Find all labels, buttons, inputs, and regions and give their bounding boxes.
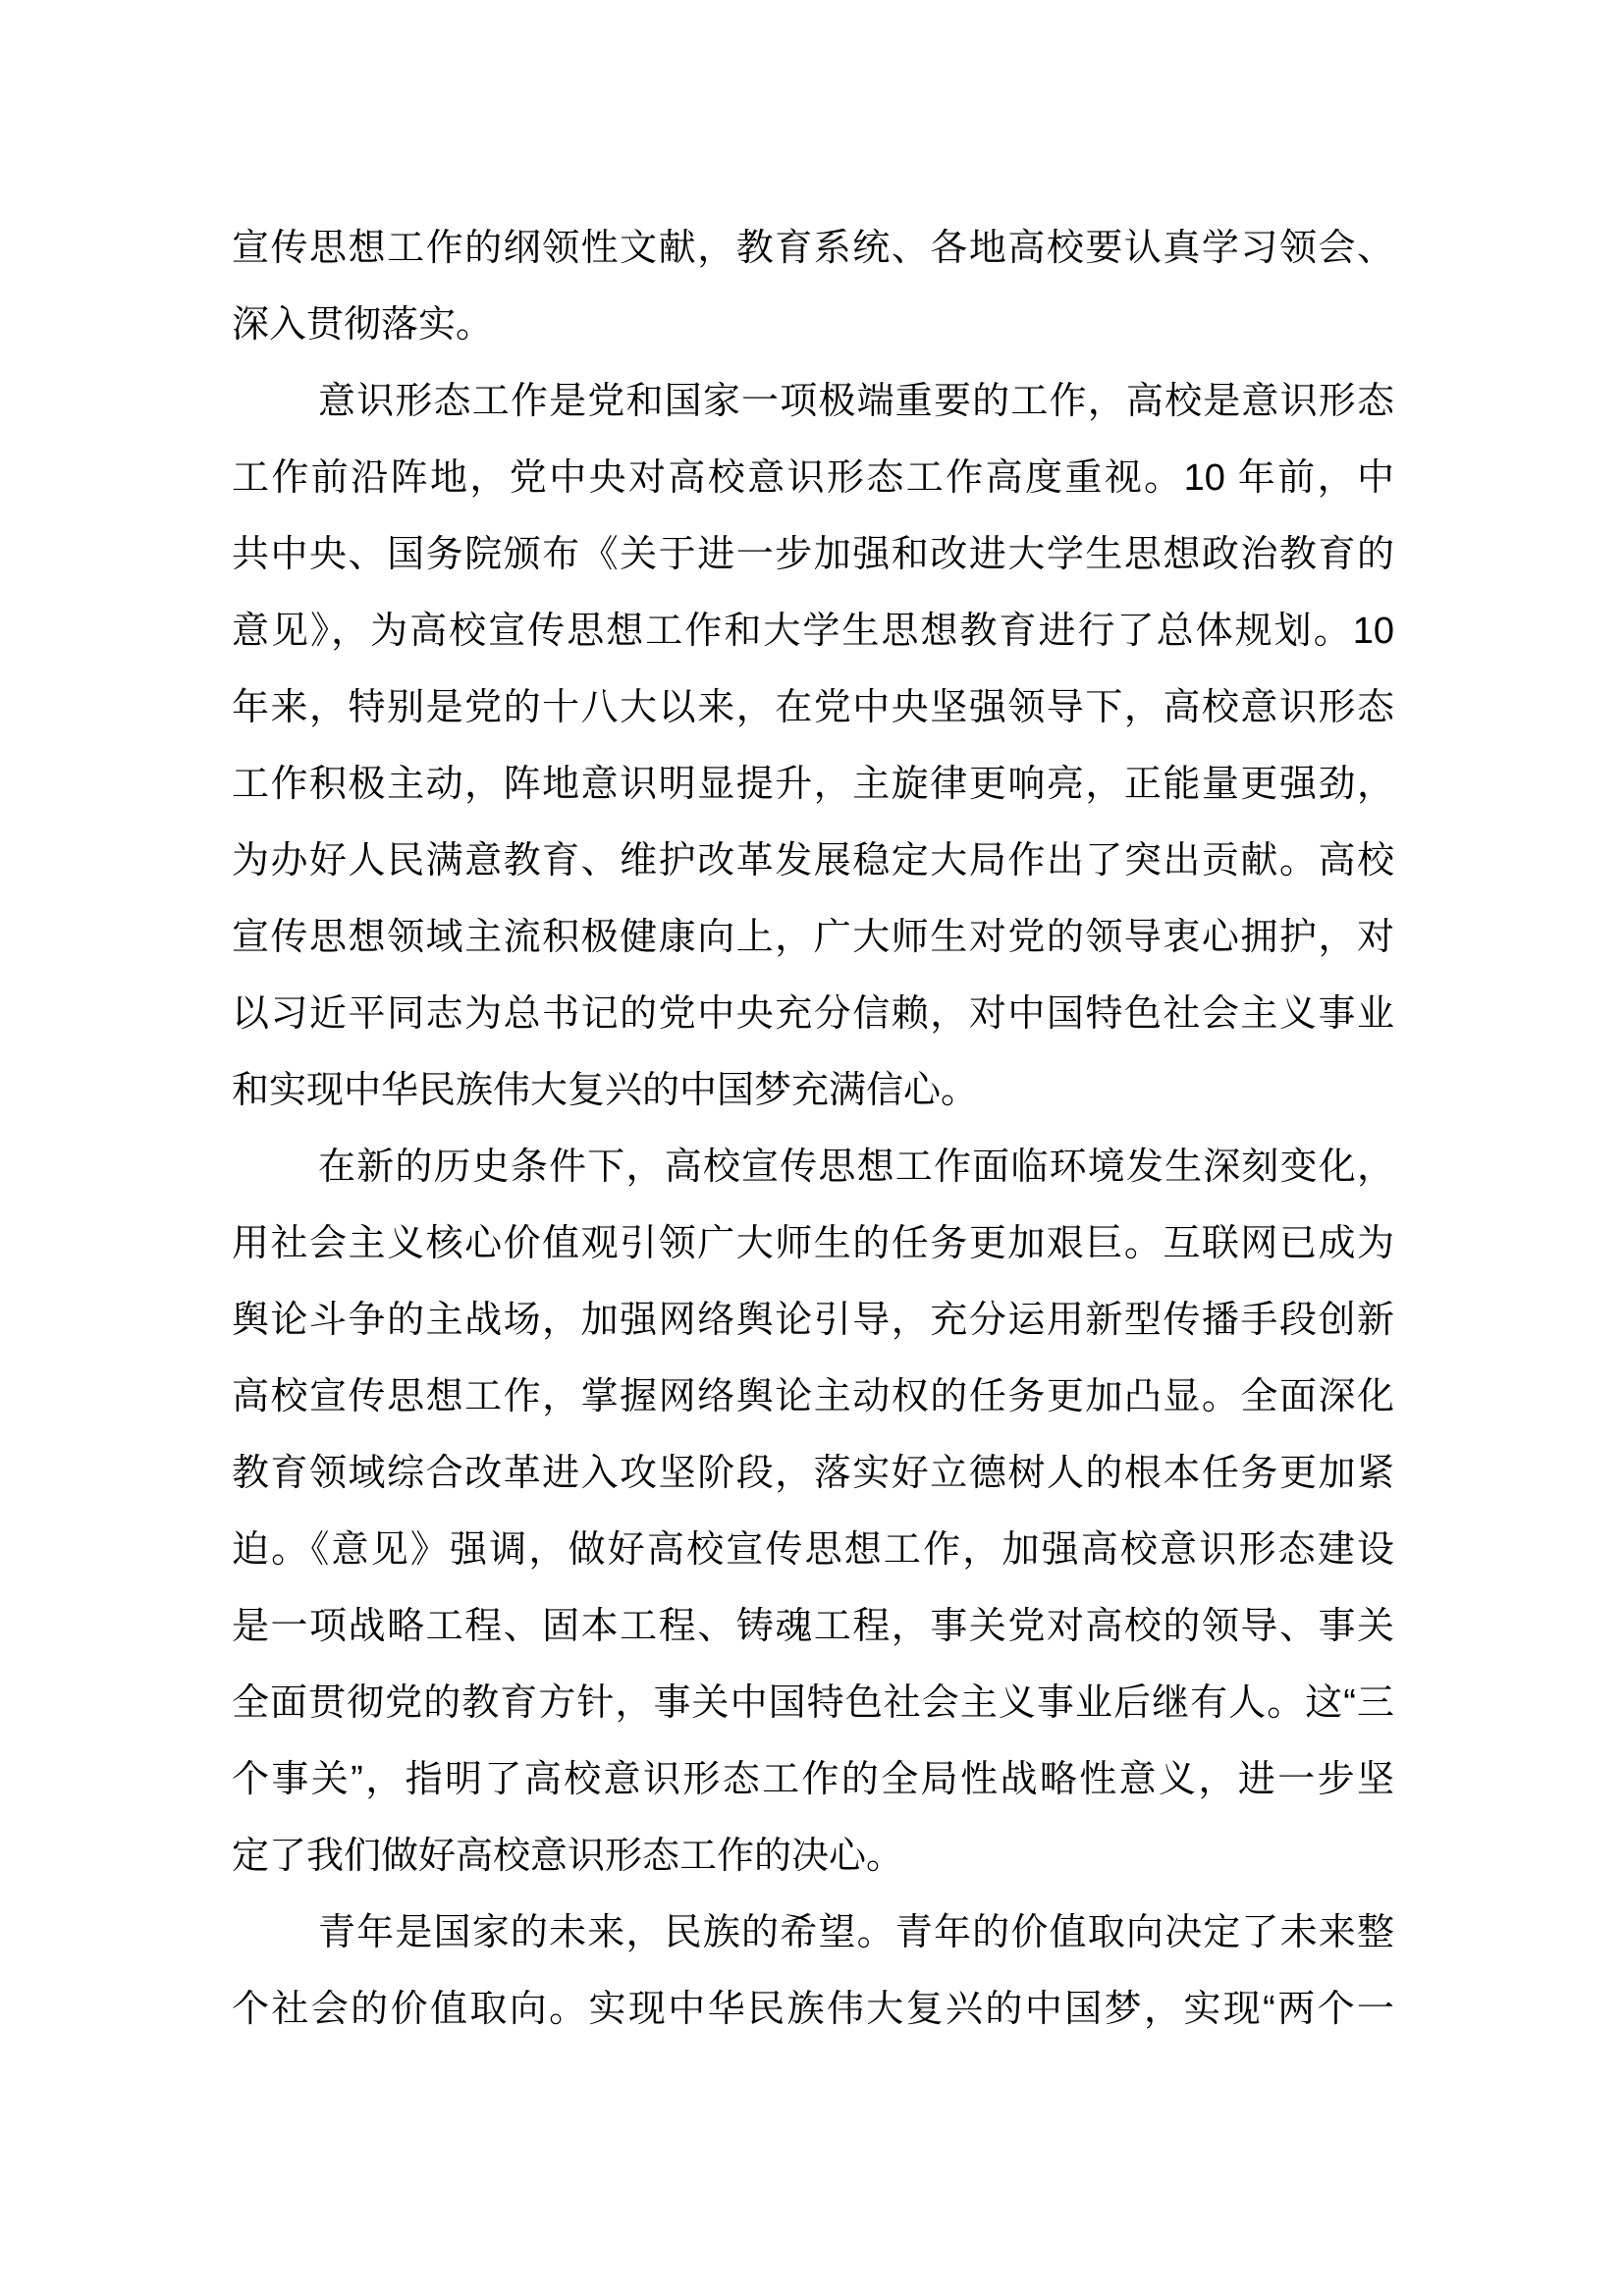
- text-line: 为办好人民满意教育、维护改革发展稳定大局作出了突出贡献。高校: [232, 840, 1394, 881]
- text-line: 迫。《意见》强调，做好高校宣传思想工作，加强高校意识形态建设: [232, 1529, 1394, 1571]
- text-line: 用社会主义核心价值观引领广大师生的任务更加艰巨。互联网已成为: [232, 1223, 1394, 1264]
- text-line: 在新的历史条件下，高校宣传思想工作面临环境发生深刻变化，: [318, 1147, 1394, 1188]
- text-line: 宣传思想工作的纲领性文献，教育系统、各地高校要认真学习领会、: [232, 228, 1394, 269]
- text-line: 个社会的价值取向。实现中华民族伟大复兴的中国梦，实现“两个一: [232, 1989, 1394, 2030]
- paragraph: [232, 210, 1394, 363]
- text-line: 定了我们做好高校意识形态工作的决心。: [232, 1836, 904, 1877]
- text-line: 以习近平同志为总书记的党中央充分信赖，对中国特色社会主义事业: [232, 993, 1394, 1035]
- text-line: 工作积极主动，阵地意识明显提升，主旋律更响亮，正能量更强劲，: [232, 764, 1394, 805]
- paragraph: [232, 363, 1394, 1129]
- text-line: 意识形态工作是党和国家一项极端重要的工作，高校是意识形态: [318, 381, 1394, 422]
- paragraph: [232, 1895, 1394, 2048]
- text-line: 个事关”，指明了高校意识形态工作的全局性战略性意义，进一步坚: [232, 1759, 1394, 1800]
- text-line: 全面贯彻党的教育方针，事关中国特色社会主义事业后继有人。这“三: [232, 1682, 1394, 1724]
- text-line: 宣传思想领域主流积极健康向上，广大师生对党的领导衷心拥护，对: [232, 917, 1394, 958]
- text-line: 深入贯彻落实。: [232, 304, 494, 346]
- document-body: [232, 210, 1394, 2048]
- text-line: 工作前沿阵地，党中央对高校意识形态工作高度重视。10 年前，中: [232, 457, 1394, 499]
- paragraph: [232, 1129, 1394, 1895]
- text-line: 共中央、国务院颁布《关于进一步加强和改进大学生思想政治教育的: [232, 534, 1394, 575]
- text-line: 高校宣传思想工作，掌握网络舆论主动权的任务更加凸显。全面深化: [232, 1376, 1394, 1417]
- text-line: 是一项战略工程、固本工程、铸魂工程，事关党对高校的领导、事关: [232, 1606, 1394, 1647]
- text-line: 教育领域综合改革进入攻坚阶段，落实好立德树人的根本任务更加紧: [232, 1453, 1394, 1494]
- text-line: 和实现中华民族伟大复兴的中国梦充满信心。: [232, 1070, 979, 1111]
- text-line: 青年是国家的未来，民族的希望。青年的价值取向决定了未来整: [318, 1912, 1394, 1953]
- text-line: 意见》，为高校宣传思想工作和大学生思想教育进行了总体规划。10: [232, 611, 1394, 652]
- text-line: 年来，特别是党的十八大以来，在党中央坚强领导下，高校意识形态: [232, 687, 1394, 728]
- text-line: 舆论斗争的主战场，加强网络舆论引导，充分运用新型传播手段创新: [232, 1300, 1394, 1341]
